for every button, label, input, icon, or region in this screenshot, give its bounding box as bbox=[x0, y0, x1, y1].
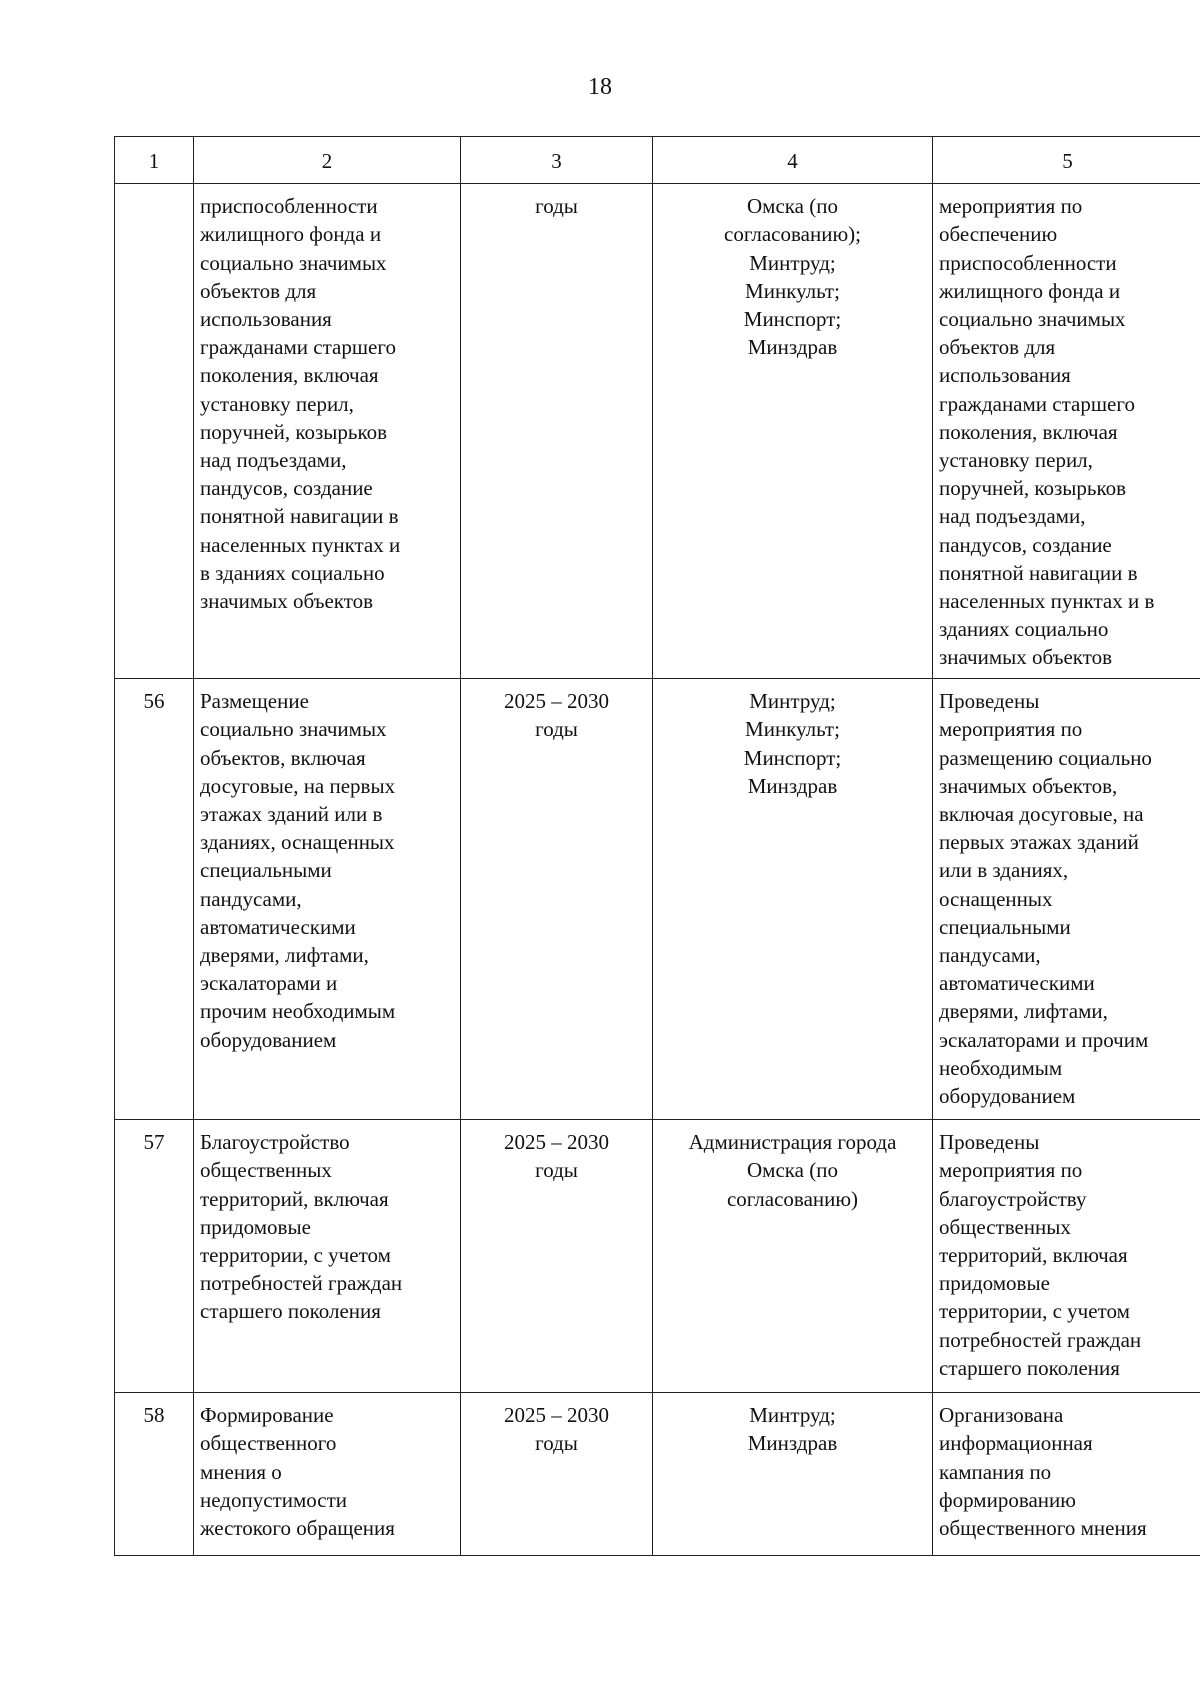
table-row bbox=[115, 184, 1200, 679]
row-number-cell: 57 bbox=[115, 1120, 194, 1393]
page-number: 18 bbox=[588, 74, 612, 100]
measure-cell: приспособленности жилищного фонда и социально значимых объектов для использования гражданами старшего поколения, включая установку перил, поручней, козырьков над подъездами, пандусов, создание понятной навигации в населенных пунктах и в зданиях социально значимых объектов bbox=[194, 184, 461, 679]
table-header-row bbox=[115, 137, 1200, 184]
executor-cell: Омска (по согласованию); Минтруд; Минкульт; Минспорт; Минздрав bbox=[653, 184, 933, 679]
row-number-cell bbox=[115, 184, 194, 679]
result-cell: мероприятия по обеспечению приспособленности жилищного фонда и социально значимых объектов для использования гражданами старшего поколения, включая установку перил, поручней, козырьков над подъездами, пандусов, создание понятной навигации в населенных пунктах и в зданиях социально значимых объектов bbox=[933, 184, 1200, 679]
measure-cell: Размещение социально значимых объектов, включая досуговые, на первых этажах зданий или в зданиях, оснащенных специальными пандусами, автоматическими дверями, лифтами, эскалаторами и прочим необходимым оборудованием bbox=[194, 679, 461, 1120]
table-row bbox=[115, 1120, 1200, 1393]
measure-cell: Формирование общественного мнения о недопустимости жестокого обращения bbox=[194, 1393, 461, 1556]
header-cell-col5: 5 bbox=[933, 137, 1200, 184]
result-cell: Проведены мероприятия по размещению социально значимых объектов, включая досуговые, на первых этажах зданий или в зданиях, оснащенных специальными пандусами, автоматическими дверями, лифтами, эскалаторами и прочим необходимым оборудованием bbox=[933, 679, 1200, 1120]
period-cell: годы bbox=[461, 184, 653, 679]
result-cell: Проведены мероприятия по благоустройству общественных территорий, включая придомовые территории, с учетом потребностей граждан старшего поколения bbox=[933, 1120, 1200, 1393]
period-cell: 2025 – 2030 годы bbox=[461, 1120, 653, 1393]
header-cell-col2: 2 bbox=[194, 137, 461, 184]
table-row bbox=[115, 679, 1200, 1120]
header-cell-col1: 1 bbox=[115, 137, 194, 184]
table-row bbox=[115, 1393, 1200, 1556]
row-number-cell: 58 bbox=[115, 1393, 194, 1556]
header-cell-col3: 3 bbox=[461, 137, 653, 184]
executor-cell: Минтруд; Минздрав bbox=[653, 1393, 933, 1556]
measure-cell: Благоустройство общественных территорий, включая придомовые территории, с учетом потребностей граждан старшего поколения bbox=[194, 1120, 461, 1393]
period-cell: 2025 – 2030 годы bbox=[461, 679, 653, 1120]
measures-table bbox=[114, 136, 1200, 1556]
header-cell-col4: 4 bbox=[653, 137, 933, 184]
executor-cell: Минтруд; Минкульт; Минспорт; Минздрав bbox=[653, 679, 933, 1120]
executor-cell: Администрация города Омска (по согласованию) bbox=[653, 1120, 933, 1393]
result-cell: Организована информационная кампания по формированию общественного мнения bbox=[933, 1393, 1200, 1556]
row-number-cell: 56 bbox=[115, 679, 194, 1120]
period-cell: 2025 – 2030 годы bbox=[461, 1393, 653, 1556]
